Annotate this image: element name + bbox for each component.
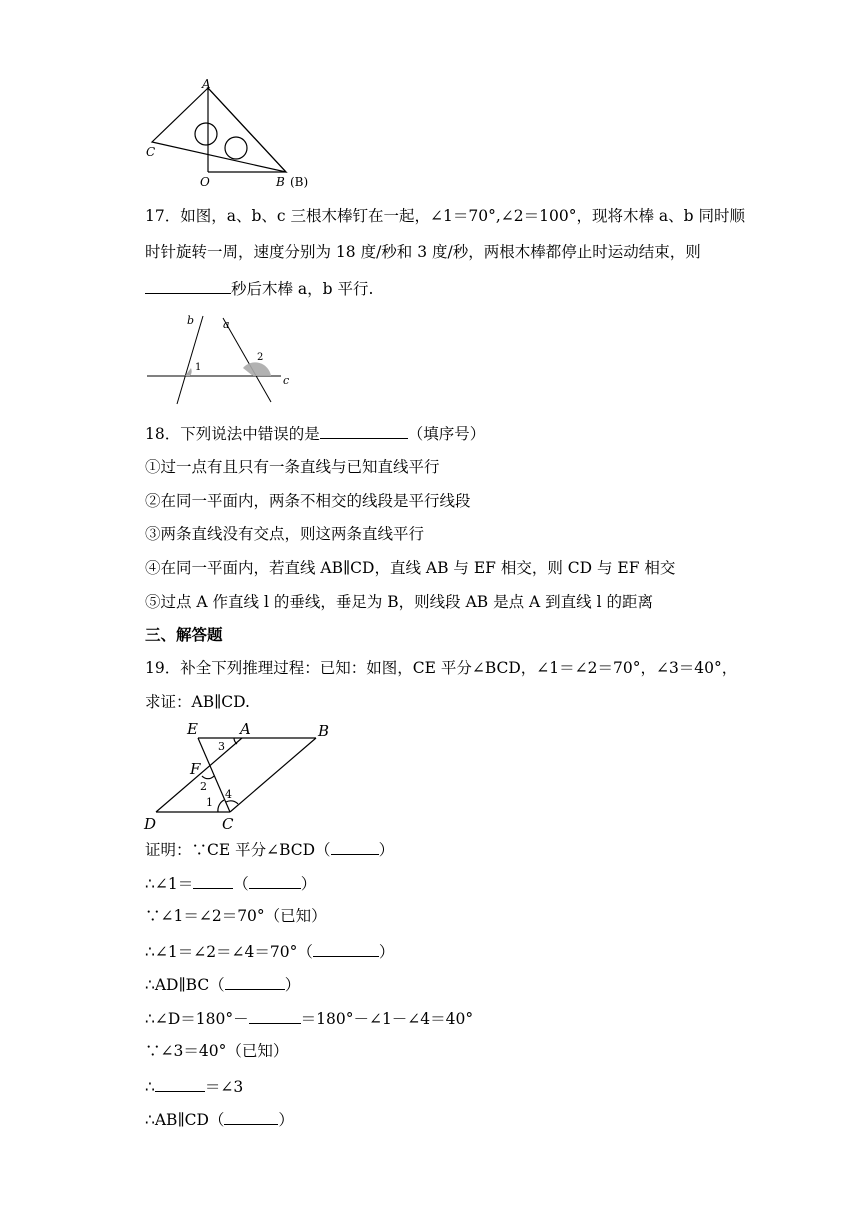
fig17-line-b <box>177 316 203 404</box>
proof-8-after: ＝∠3 <box>204 1078 244 1096</box>
fig19-label-4: 4 <box>225 788 232 801</box>
proof-2-before: ∴∠1＝ <box>145 875 194 893</box>
proof-2-after: ） <box>300 875 317 893</box>
proof-9-after: ） <box>278 1111 294 1129</box>
fig19-label-1: 1 <box>206 796 213 809</box>
fig19-angle-4-arc <box>226 801 238 804</box>
fig19-label-2: 2 <box>200 780 207 793</box>
proof-1-blank[interactable] <box>331 838 379 855</box>
fig17-line-a <box>223 318 271 402</box>
fig17-label-1: 1 <box>195 362 202 373</box>
section-3-heading: 三、解答题 <box>145 626 223 644</box>
q19-proof-line-5 <box>145 973 300 995</box>
q17-line-1 <box>145 206 745 226</box>
proof-4-before: ∴∠1＝∠2＝∠4＝70°（ <box>145 943 313 961</box>
proof-1-after: ） <box>378 841 395 859</box>
proof-5-after: ） <box>284 976 301 994</box>
fig16-label-a: A <box>202 77 211 91</box>
q18-stem-after: （填序号） <box>407 425 486 443</box>
proof-4-blank[interactable] <box>313 940 379 957</box>
q19-proof-line-4 <box>145 940 394 962</box>
proof-5-blank[interactable] <box>225 973 285 990</box>
q18-item-2: ②在同一平面内，两条不相交的线段是平行线段 <box>145 492 471 510</box>
fig17-label-a: a <box>223 318 230 331</box>
fig19-label-3: 3 <box>218 740 225 753</box>
fig19-angle-3-arc <box>234 738 237 744</box>
proof-2-blank-a[interactable] <box>193 872 233 889</box>
q18-stem-before: 下列说法中错误的是 <box>180 425 320 443</box>
figure-16-triangle <box>140 76 340 191</box>
fig17-label-c: c <box>283 374 290 387</box>
fig17-label-2: 2 <box>257 352 264 363</box>
q19-proof-line-3: ∵∠1＝∠2＝70°（已知） <box>145 907 327 925</box>
proof-6-after: ＝180°－∠1－∠4＝40° <box>300 1010 474 1028</box>
q19-proof-line-6 <box>145 1007 473 1029</box>
q17-number: 17． <box>145 207 181 225</box>
q17-text-1: 如图，a、b、c 三根木棒钉在一起，∠1＝70°,∠2＝100°，现将木棒 a、b 同时顺 <box>180 207 745 225</box>
proof-9-before: ∴AB∥CD（ <box>145 1111 225 1129</box>
q17-answer-blank[interactable] <box>145 277 231 294</box>
fig16-circle-2 <box>225 137 247 159</box>
q18-item-5: ⑤过点 A 作直线 l 的垂线，垂足为 B，则线段 AB 是点 A 到直线 l 的距离 <box>145 593 653 611</box>
fig19-label-d: D <box>144 815 157 831</box>
fig16-line-ab <box>208 88 286 172</box>
q18-item-3: ③两条直线没有交点，则这两条直线平行 <box>145 525 425 543</box>
q19-line-1 <box>145 658 737 678</box>
q18-answer-blank[interactable] <box>320 422 408 439</box>
proof-6-before: ∴∠D＝180°－ <box>145 1010 249 1028</box>
q19-proof-line-9 <box>145 1108 294 1130</box>
figure-19-parallelogram <box>140 716 340 831</box>
q19-line-2: 求证：AB∥CD. <box>145 693 250 711</box>
q19-text-1: 补全下列推理过程：已知：如图，CE 平分∠BCD，∠1＝∠2＝70°，∠3＝40°， <box>180 659 738 677</box>
q18-item-4: ④在同一平面内，若直线 AB∥CD，直线 AB 与 EF 相交，则 CD 与 EF 相交 <box>145 559 676 577</box>
fig19-line-cb <box>230 738 316 812</box>
proof-2-mid: （ <box>233 875 249 893</box>
fig16-label-b-paren: (B) <box>290 175 309 189</box>
figure-17-sticks <box>145 310 305 410</box>
proof-1-before: 证明：∵CE 平分∠BCD（ <box>145 841 331 859</box>
fig16-label-b: B <box>276 175 285 189</box>
fig19-label-e: E <box>187 720 198 738</box>
q19-proof-line-8 <box>145 1075 243 1097</box>
proof-8-blank[interactable] <box>155 1075 205 1092</box>
fig16-circle-1 <box>195 123 217 145</box>
q17-text-3: 秒后木棒 a，b 平行. <box>231 280 374 298</box>
fig19-label-b: B <box>318 722 330 740</box>
proof-8-before: ∴ <box>145 1078 155 1096</box>
fig16-label-o: O <box>200 175 210 189</box>
q17-line-2 <box>145 242 701 262</box>
q19-proof-line-7: ∵∠3＝40°（已知） <box>145 1042 289 1060</box>
proof-4-after: ） <box>378 943 395 961</box>
fig17-label-b: b <box>187 314 195 327</box>
fig19-angle-1-arc <box>218 800 224 812</box>
fig19-angle-2-arc <box>202 776 214 779</box>
proof-9-blank[interactable] <box>224 1108 278 1125</box>
q19-proof-line-1 <box>145 838 394 860</box>
proof-5-before: ∴AD∥BC（ <box>145 976 225 994</box>
q19-number: 19． <box>145 659 181 677</box>
fig17-angle-2-mark <box>243 362 271 376</box>
q18-stem <box>145 422 485 444</box>
fig19-label-c: C <box>222 815 234 831</box>
fig16-label-c: C <box>146 145 156 159</box>
q17-text-2: 时针旋转一周，速度分别为 18 度/秒和 3 度/秒，两根木棒都停止时运动结束，则 <box>145 243 701 261</box>
proof-6-blank[interactable] <box>249 1007 301 1024</box>
q18-item-1: ①过一点有且只有一条直线与已知直线平行 <box>145 458 440 476</box>
proof-2-blank-b[interactable] <box>249 872 301 889</box>
q17-line-3 <box>145 277 373 299</box>
fig19-label-a: A <box>240 720 251 738</box>
q19-proof-line-2 <box>145 872 316 894</box>
fig19-label-f: F <box>190 760 201 778</box>
q18-number: 18． <box>145 425 181 443</box>
